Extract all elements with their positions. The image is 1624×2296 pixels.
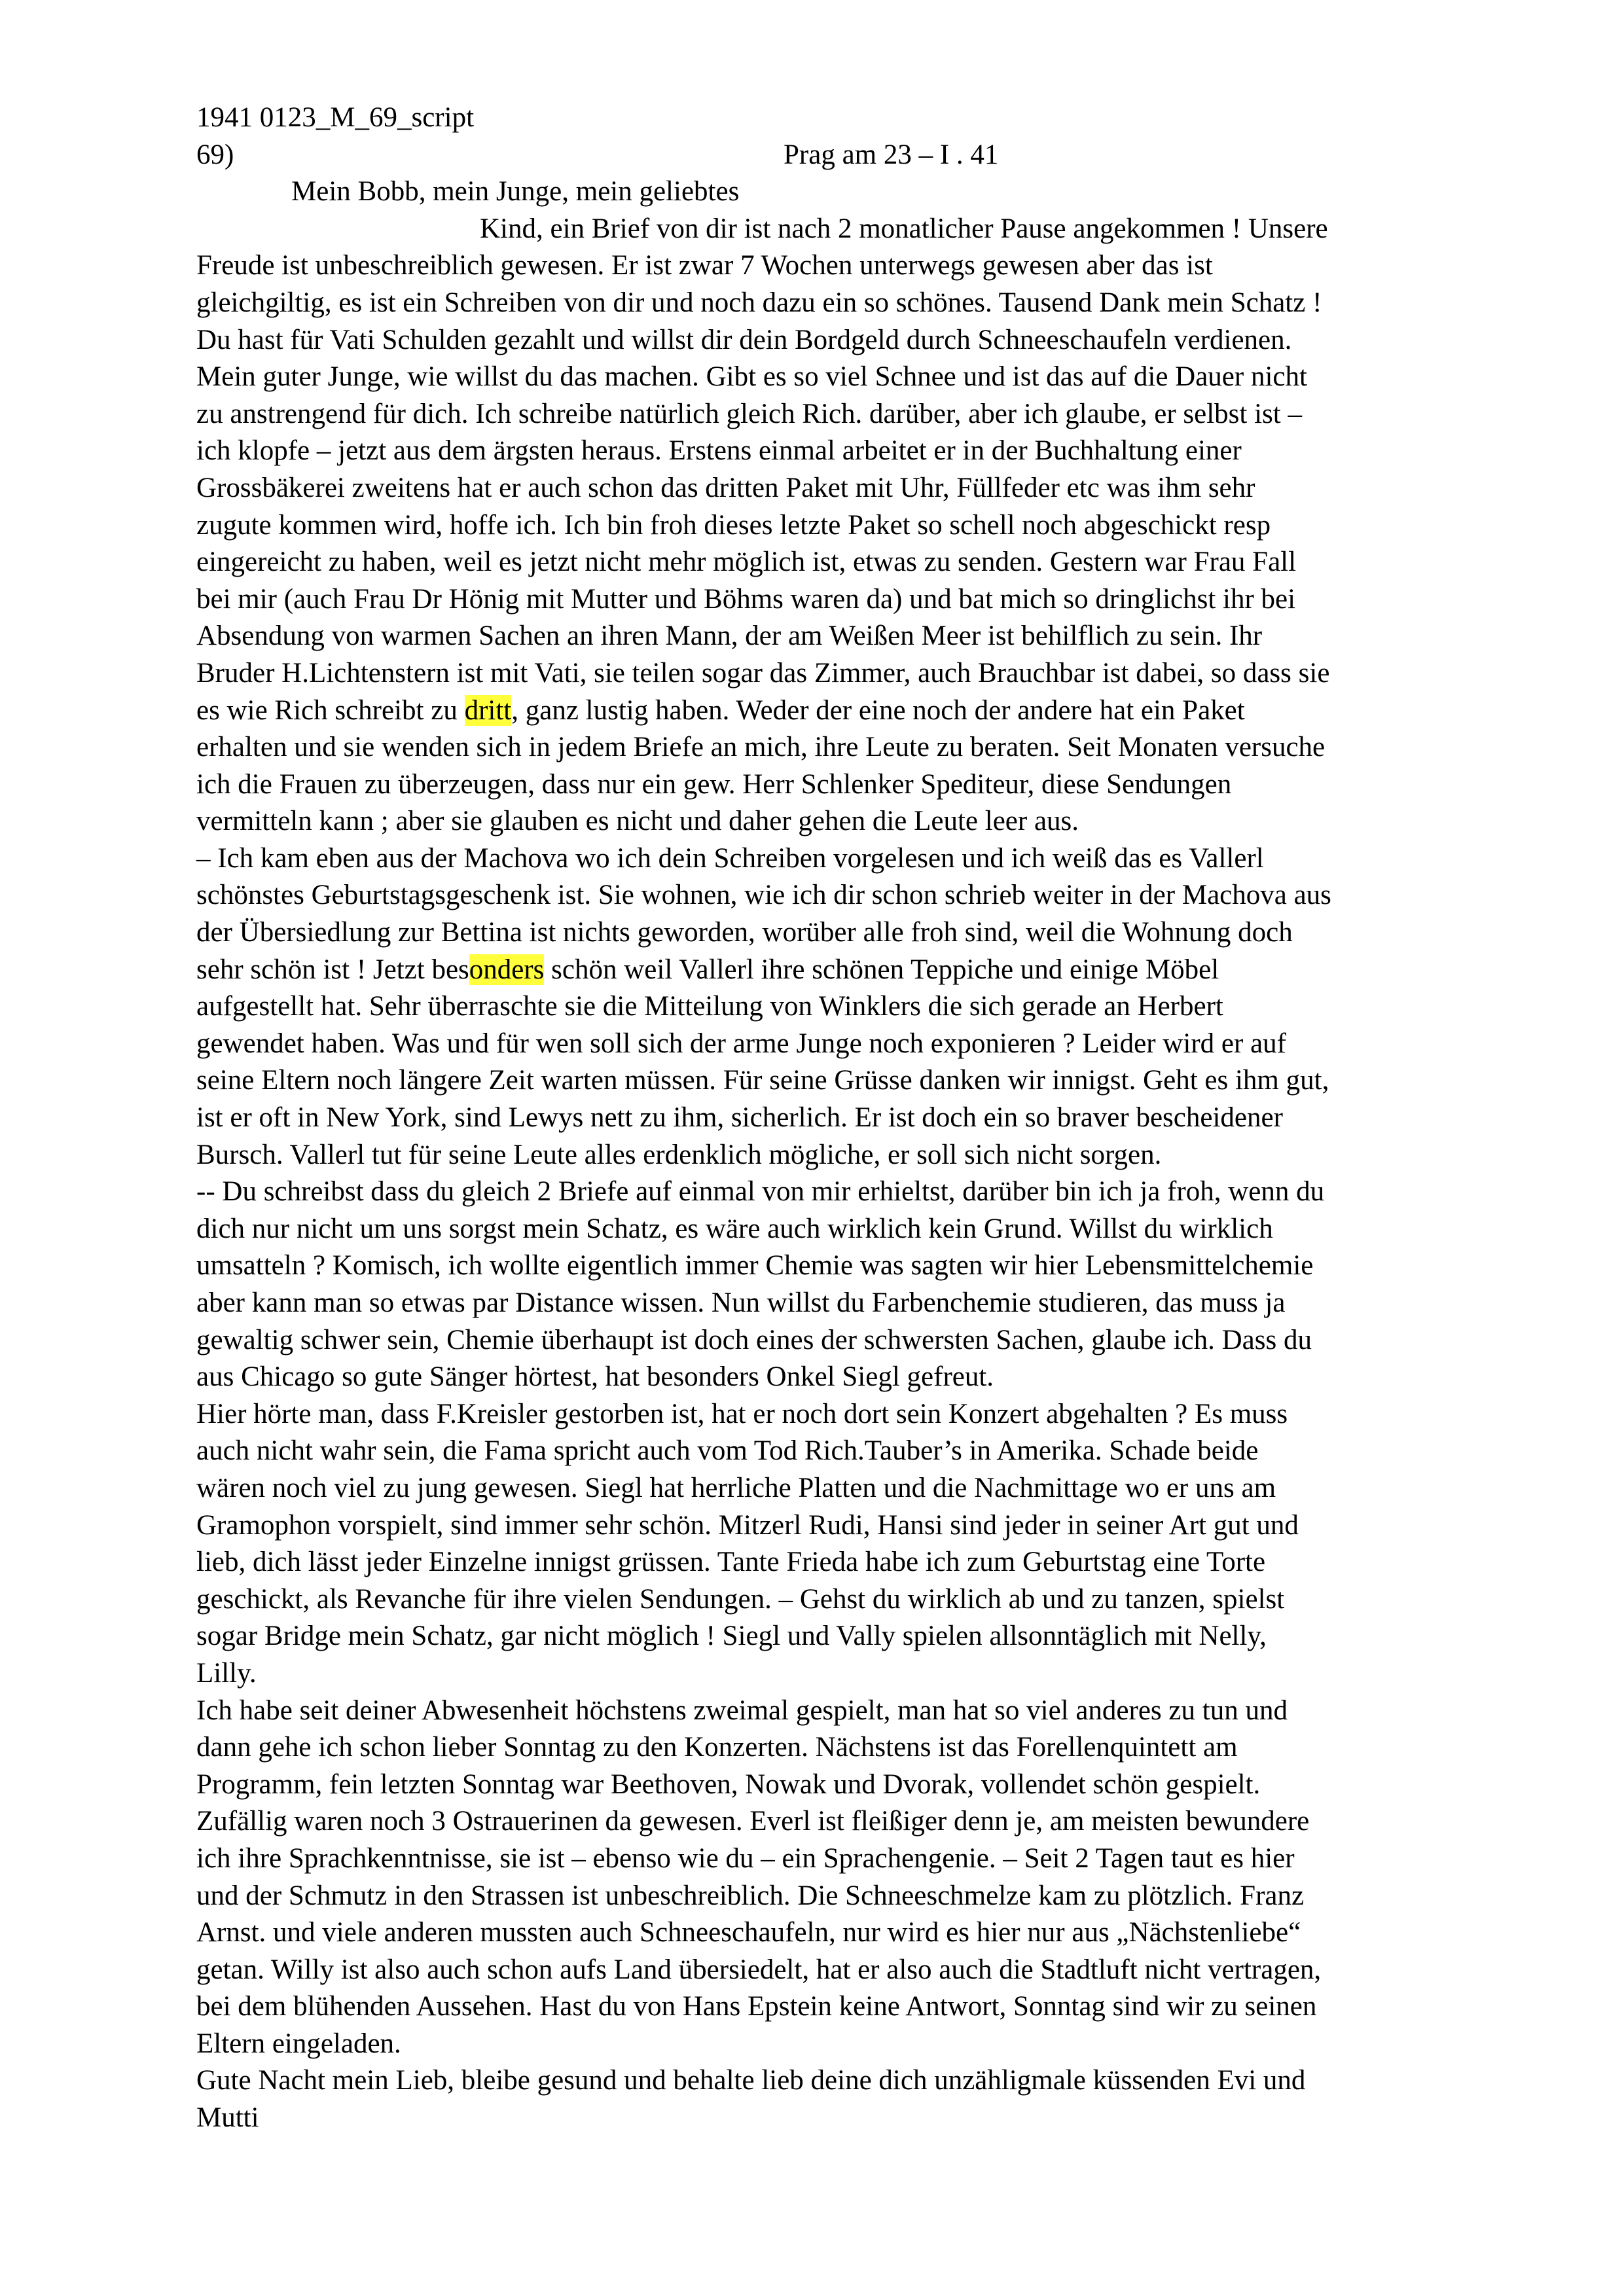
letter-body	[196, 211, 1492, 2137]
letter-line: – Ich kam eben aus der Machova wo ich dein Schreiben vorgelesen und ich weiß das es Vallerl	[196, 842, 1264, 874]
highlighted-text: onders	[469, 954, 545, 985]
letter-line: sogar Bridge mein Schatz, gar nicht möglich ! Siegl und Vally spielen allsonntäglich mit Nelly,	[196, 1621, 1267, 1652]
letter-line: eingereicht zu haben, weil es jetzt nicht mehr möglich ist, etwas zu senden. Gestern war Frau Fall	[196, 547, 1297, 578]
line-text: , ganz lustig haben. Weder der eine noch der andere hat ein Paket	[511, 694, 1245, 726]
letter-line: Mein guter Junge, wie willst du das machen. Gibt es so viel Schnee und ist das auf die Dauer nicht	[196, 361, 1307, 393]
letter-line: dich nur nicht um uns sorgst mein Schatz, es wäre auch wirklich kein Grund. Willst du wirklich	[196, 1213, 1273, 1244]
letter-line: Lilly.	[196, 1657, 257, 1689]
letter-line: zugute kommen wird, hoffe ich. Ich bin froh dieses letzte Paket so schell noch abgeschickt resp	[196, 509, 1271, 541]
place-date: Prag am 23 – I . 41	[784, 139, 999, 170]
letter-line: schönstes Geburtstagsgeschenk ist. Sie wohnen, wie ich dir schon schrieb weiter in der Machova aus	[196, 880, 1331, 911]
letter-line: zu anstrengend für dich. Ich schreibe natürlich gleich Rich. darüber, aber ich glaube, er selbst ist –	[196, 398, 1302, 429]
line-text: schön weil Vallerl ihre schönen Teppiche und einige Möbel	[544, 954, 1219, 985]
letter-line: -- Du schreibst dass du gleich 2 Briefe auf einmal von mir erhieltst, darüber bin ich ja froh, wenn du	[196, 1176, 1325, 1208]
letter-line: ist er oft in New York, sind Lewys nett zu ihm, sicherlich. Er ist doch ein so braver bescheidener	[196, 1102, 1283, 1134]
letter-page	[196, 99, 1492, 2137]
letter-line: aus Chicago so gute Sänger hörtest, hat besonders Onkel Siegl gefreut.	[196, 1361, 994, 1393]
letter-line: geschickt, als Revanche für ihre vielen Sendungen. – Gehst du wirklich ab und zu tanzen, spielst	[196, 1583, 1285, 1615]
letter-number: 69)	[196, 139, 234, 170]
letter-header	[196, 137, 1492, 174]
letter-line: Programm, fein letzten Sonntag war Beethoven, Nowak und Dvorak, vollendet schön gespielt.	[196, 1768, 1261, 1800]
letter-line: der Übersiedlung zur Bettina ist nichts geworden, worüber alle froh sind, weil die Wohnung doch	[196, 917, 1293, 948]
letter-line: aber kann man so etwas par Distance wissen. Nun willst du Farbenchemie studieren, das muss ja	[196, 1287, 1286, 1318]
letter-line: umsatteln ? Komisch, ich wollte eigentlich immer Chemie was sagten wir hier Lebensmittelchemie	[196, 1250, 1314, 1282]
letter-line: Arnst. und viele anderen mussten auch Schneeschaufeln, nur wird es hier nur aus „Nächstenliebe“	[196, 1917, 1301, 1948]
letter-line: bei mir (auch Frau Dr Hönig mit Mutter und Böhms waren da) und bat mich so dringlichst ihr bei	[196, 583, 1296, 615]
letter-line: Freude ist unbeschreiblich gewesen. Er ist zwar 7 Wochen unterwegs gewesen aber das ist	[196, 250, 1213, 281]
letter-line: seine Eltern noch längere Zeit warten müssen. Für seine Grüsse danken wir innigst. Geht es ihm gut,	[196, 1065, 1329, 1096]
letter-line: Grossbäkerei zweitens hat er auch schon das dritten Paket mit Uhr, Füllfeder etc was ihm sehr	[196, 472, 1255, 503]
letter-line: wären noch viel zu jung gewesen. Siegl hat herrliche Platten und die Nachmittage wo er uns am	[196, 1472, 1276, 1503]
letter-line: dann gehe ich schon lieber Sonntag zu den Konzerten. Nächstens ist das Forellenquintett am	[196, 1732, 1238, 1763]
letter-line: Du hast für Vati Schulden gezahlt und willst dir dein Bordgeld durch Schneeschaufeln verdienen.	[196, 324, 1292, 355]
letter-line: lieb, dich lässt jeder Einzelne innigst grüssen. Tante Frieda habe ich zum Geburtstag eine Torte	[196, 1547, 1266, 1578]
letter-line: Kind, ein Brief von dir ist nach 2 monatlicher Pause angekommen ! Unsere	[480, 213, 1328, 244]
letter-line: Gute Nacht mein Lieb, bleibe gesund und behalte lieb deine dich unzähligmale küssenden Evi und	[196, 2065, 1306, 2096]
letter-line: Hier hörte man, dass F.Kreisler gestorben ist, hat er noch dort sein Konzert abgehalten ? Es muss	[196, 1398, 1288, 1429]
letter-line: ich die Frauen zu überzeugen, dass nur ein gew. Herr Schlenker Spediteur, diese Sendungen	[196, 768, 1232, 800]
script-id: 1941 0123_M_69_script	[196, 102, 475, 133]
letter-line: Eltern eingeladen.	[196, 2028, 401, 2059]
letter-line	[196, 952, 1492, 989]
letter-line: vermitteln kann ; aber sie glauben es nicht und daher gehen die Leute leer aus.	[196, 806, 1079, 837]
letter-line: Bruder H.Lichtenstern ist mit Vati, sie teilen sogar das Zimmer, auch Brauchbar ist dabei, so dass sie	[196, 657, 1330, 689]
letter-line: gleichgiltig, es ist ein Schreiben von dir und noch dazu ein so schönes. Tausend Dank mein Schatz !	[196, 287, 1322, 318]
highlighted-text: dritt	[464, 694, 512, 726]
letter-line: Zufällig waren noch 3 Ostrauerinen da gewesen. Everl ist fleißiger denn je, am meisten bewundere	[196, 1806, 1310, 1837]
line-text: sehr schön ist ! Jetzt bes	[196, 954, 469, 985]
letter-line: ich ihre Sprachkenntnisse, sie ist – ebenso wie du – ein Sprachengenie. – Seit 2 Tagen taut es hier	[196, 1842, 1295, 1874]
letter-line: gewaltig schwer sein, Chemie überhaupt ist doch eines der schwersten Sachen, glaube ich. Dass du	[196, 1324, 1312, 1355]
letter-line: und der Schmutz in den Strassen ist unbeschreiblich. Die Schneeschmelze kam zu plötzlich. Franz	[196, 1880, 1305, 1911]
letter-line: Absendung von warmen Sachen an ihren Mann, der am Weißen Meer ist behilflich zu sein. Ihr	[196, 620, 1263, 652]
letter-line: Gramophon vorspielt, sind immer sehr schön. Mitzerl Rudi, Hansi sind jeder in seiner Art gut und	[196, 1509, 1299, 1541]
letter-line: ich klopfe – jetzt aus dem ärgsten heraus. Erstens einmal arbeitet er in der Buchhaltung einer	[196, 435, 1242, 467]
letter-line: bei dem blühenden Aussehen. Hast du von Hans Epstein keine Antwort, Sonntag sind wir zu seinen	[196, 1991, 1317, 2022]
letter-line: auch nicht wahr sein, die Fama spricht auch vom Tod Rich.Tauber’s in Amerika. Schade beide	[196, 1435, 1259, 1467]
letter-line: getan. Willy ist also auch schon aufs Land übersiedelt, hat er also auch die Stadtluft nicht vertragen,	[196, 1954, 1322, 1985]
letter-line: Mutti	[196, 2102, 259, 2134]
letter-line: Bursch. Vallerl tut für seine Leute alles erdenklich mögliche, er soll sich nicht sorgen.	[196, 1139, 1162, 1170]
line-text: es wie Rich schreibt zu	[196, 694, 465, 726]
salutation: Mein Bobb, mein Junge, mein geliebtes	[291, 176, 740, 207]
letter-line: Ich habe seit deiner Abwesenheit höchstens zweimal gespielt, man hat so viel anderes zu tun und	[196, 1695, 1288, 1726]
letter-line: aufgestellt hat. Sehr überraschte sie die Mitteilung von Winklers die sich gerade an Herbert	[196, 991, 1223, 1022]
letter-line	[196, 692, 1492, 730]
letter-line: erhalten und sie wenden sich in jedem Briefe an mich, ihre Leute zu beraten. Seit Monaten versuche	[196, 732, 1326, 763]
letter-line: gewendet haben. Was und für wen soll sich der arme Junge noch exponieren ? Leider wird er auf	[196, 1028, 1286, 1059]
